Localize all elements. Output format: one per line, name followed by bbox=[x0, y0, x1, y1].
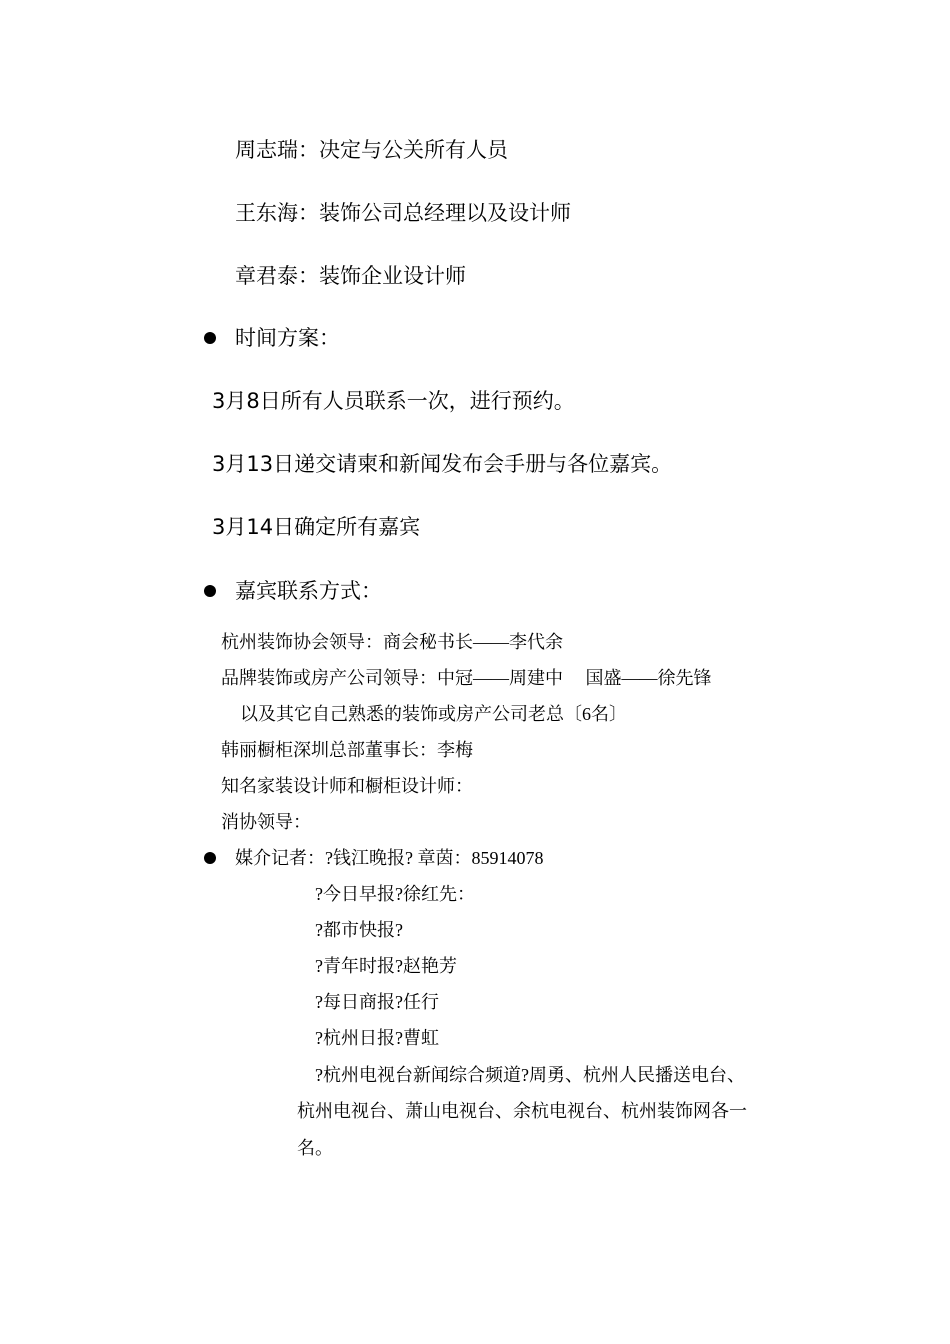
bullet-icon bbox=[204, 852, 216, 864]
media-line: ?杭州日报?曹虹 bbox=[315, 1028, 439, 1048]
schedule-item: 3月14日确定所有嘉宾 bbox=[212, 515, 421, 539]
media-line: 杭州电视台、萧山电视台、余杭电视台、杭州装饰网各一 bbox=[297, 1101, 747, 1121]
schedule-item: 3月13日递交请柬和新闻发布会手册与各位嘉宾。 bbox=[212, 452, 673, 476]
media-line: ?青年时报?赵艳芳 bbox=[315, 956, 457, 976]
bullet-icon bbox=[204, 585, 216, 597]
schedule-item: 3月8日所有人员联系一次，进行预约。 bbox=[212, 389, 575, 413]
contact-line: 品牌装饰或房产公司领导：中冠——周建中 国盛——徐先锋 bbox=[221, 668, 712, 688]
bullet-icon bbox=[204, 332, 216, 344]
contacts-heading: 嘉宾联系方式： bbox=[235, 579, 382, 603]
contact-line: 杭州装饰协会领导：商会秘书长——李代余 bbox=[221, 632, 563, 652]
person-line: 周志瑞：决定与公关所有人员 bbox=[235, 138, 508, 162]
media-line: ?每日商报?任行 bbox=[315, 992, 439, 1012]
person-line: 王东海：装饰公司总经理以及设计师 bbox=[235, 201, 571, 225]
media-line: ?今日早报?徐红先： bbox=[315, 884, 475, 904]
media-line: 名。 bbox=[297, 1138, 333, 1158]
person-line: 章君泰：装饰企业设计师 bbox=[235, 264, 466, 288]
media-line: ?杭州电视台新闻综合频道?周勇、杭州人民播送电台、 bbox=[315, 1065, 745, 1085]
contact-line: 韩丽橱柜深圳总部董事长：李梅 bbox=[221, 740, 473, 760]
media-heading: 媒介记者：?钱江晚报? 章茵：85914078 bbox=[235, 848, 544, 868]
contact-line: 以及其它自己熟悉的装饰或房产公司老总〔6名〕 bbox=[240, 704, 627, 724]
schedule-heading: 时间方案： bbox=[235, 326, 340, 350]
contact-line: 消协领导： bbox=[221, 812, 311, 832]
contact-line: 知名家装设计师和橱柜设计师： bbox=[221, 776, 473, 796]
media-line: ?都市快报? bbox=[315, 920, 403, 940]
